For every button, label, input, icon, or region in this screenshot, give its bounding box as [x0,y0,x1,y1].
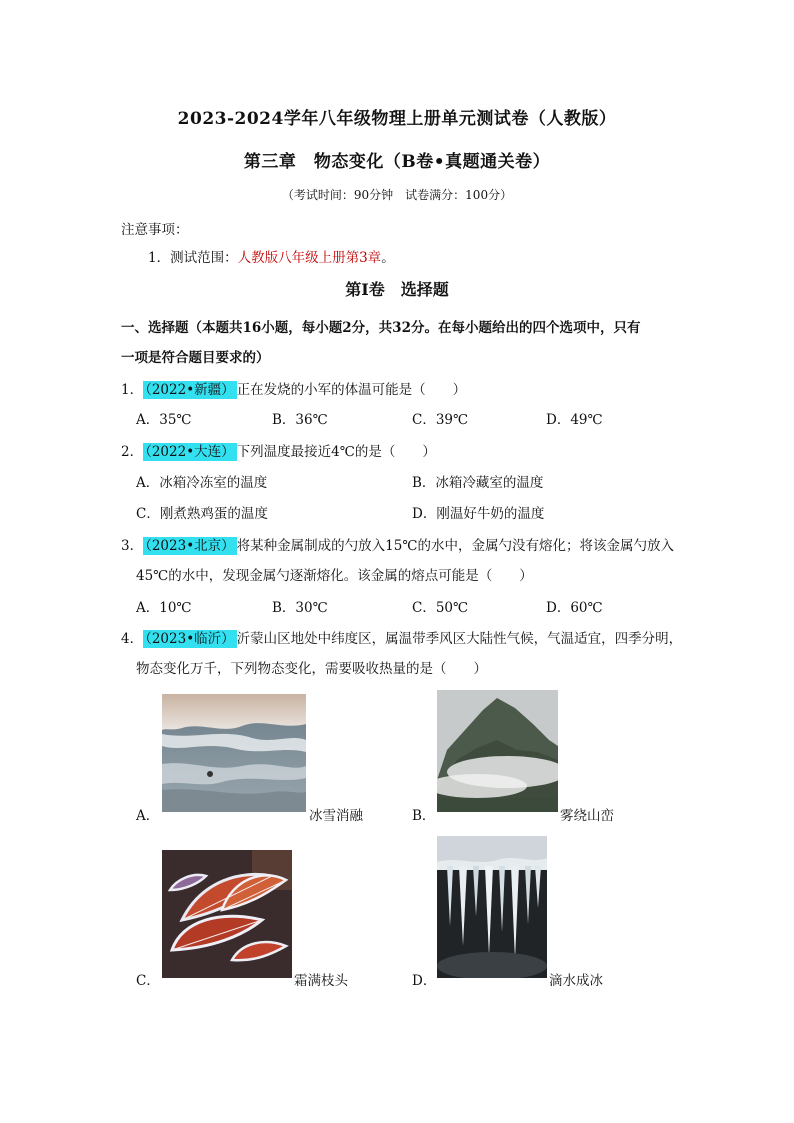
section-instruction-line2: 一项是符合题目要求的） [121,350,270,366]
source-tag: （2023•北京） [145,538,235,554]
frost-leaves-image[interactable] [162,850,292,978]
option-c[interactable]: C．39℃ [412,412,469,428]
question-3-continued: 45℃的水中，发现金属勺逐渐熔化。该金属的熔点可能是（ ） [136,568,533,584]
fog-mountain-image[interactable] [437,690,558,812]
caption-d: 滴水成冰 [549,973,603,989]
option-c-letter[interactable]: C． [136,973,160,989]
fog-mountain-picture [437,690,558,812]
question-4 [121,627,682,647]
option-b[interactable]: B．30℃ [272,600,328,616]
option-b[interactable]: B．36℃ [272,412,328,428]
source-tag: （2022•新疆） [145,382,235,398]
question-text: 正在发烧的小军的体温可能是（ ） [236,382,467,398]
question-4-continued: 物态变化万千，下列物态变化，需要吸收热量的是（ ） [136,661,487,677]
option-d[interactable]: D．刚温好牛奶的温度 [412,506,545,522]
icicles-picture [437,836,547,978]
option-d[interactable]: D．60℃ [546,600,603,616]
option-a[interactable]: A．冰箱冷冻室的温度 [136,475,268,491]
caption-a: 冰雪消融 [309,808,363,824]
question-1 [121,378,466,398]
question-text: 将某种金属制成的勺放入15℃的水中，金属勺没有熔化；将该金属勺放入 [236,538,674,554]
notes-item-suffix: 。 [381,250,395,266]
melting-ice-image[interactable] [162,694,306,812]
question-2 [121,440,436,460]
question-number: 2． [121,444,144,460]
exam-title: 2023-2024学年八年级物理上册单元测试卷（人教版） [177,109,617,129]
caption-c: 霜满枝头 [294,973,348,989]
question-number: 3． [121,538,144,554]
question-text: 下列温度最接近4℃的是（ ） [236,444,436,460]
chapter-title: 第三章 物态变化（B卷•真题通关卷） [243,152,551,172]
notes-heading: 注意事项： [121,222,189,238]
frost-leaves-picture [162,850,292,978]
caption-b: 雾绕山峦 [560,808,614,824]
source-tag: （2023•临沂） [145,631,235,647]
question-text: 沂蒙山区地处中纬度区，属温带季风区大陆性气候，气温适宜，四季分明， [236,631,683,647]
source-tag: （2022•大连） [145,444,235,460]
question-number: 4． [121,631,144,647]
option-b[interactable]: B．冰箱冷藏室的温度 [412,475,544,491]
test-range: 人教版八年级上册第3章 [237,250,382,266]
notes-item-1 [148,246,395,266]
option-b-letter[interactable]: B． [412,808,436,824]
notes-item-prefix: 1．测试范围： [148,250,238,266]
option-d[interactable]: D．49℃ [546,412,603,428]
exam-info: （考试时间：90分钟 试卷满分：100分） [281,188,513,202]
icicles-image[interactable] [437,836,547,978]
question-3 [121,534,674,554]
option-c[interactable]: C．50℃ [412,600,469,616]
section-title: 第Ⅰ卷 选择题 [345,280,449,299]
section-instruction-line1: 一、选择题（本题共16小题，每小题2分，共32分。在每小题给出的四个选项中，只有 [121,320,641,336]
melting-ice-picture [162,694,306,812]
option-d-letter[interactable]: D． [412,973,437,989]
option-a[interactable]: A．10℃ [136,600,192,616]
option-a[interactable]: A．35℃ [136,412,192,428]
option-a-letter[interactable]: A． [136,808,160,824]
question-number: 1． [121,382,144,398]
option-c[interactable]: C．刚煮熟鸡蛋的温度 [136,506,268,522]
